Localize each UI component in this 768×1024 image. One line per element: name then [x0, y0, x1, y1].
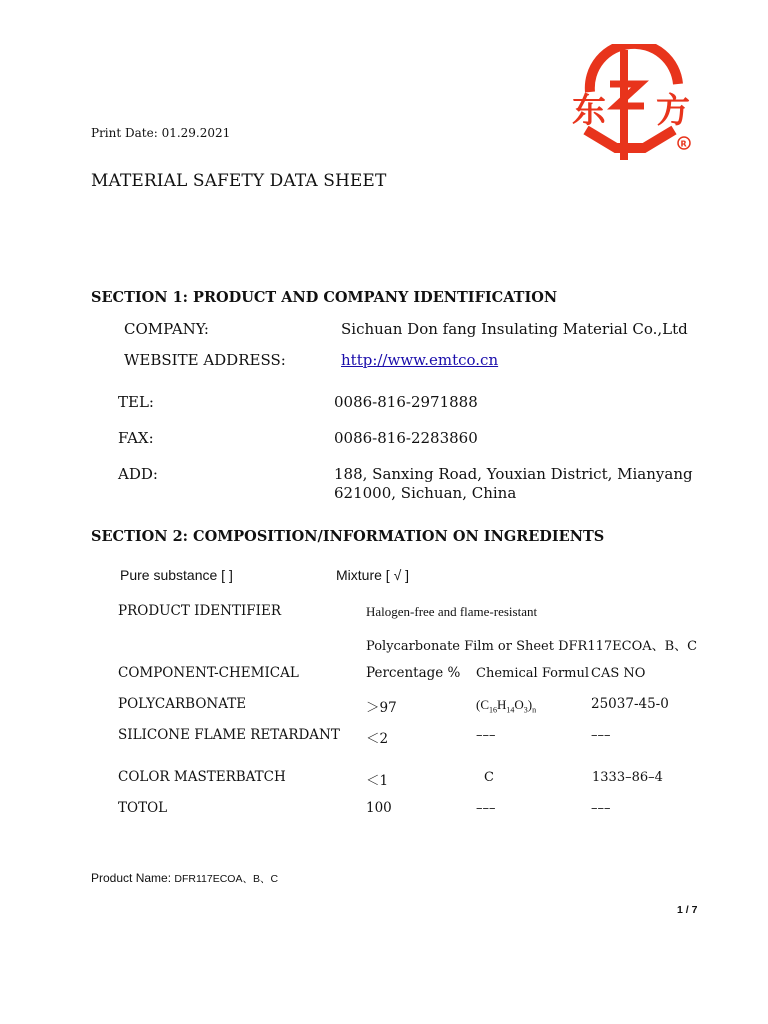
table-row-cas: ––– [591, 728, 611, 743]
company-label: COMPANY: [124, 320, 209, 338]
svg-text:方: 方 [656, 91, 690, 131]
table-row-cas: 25037-45-0 [591, 696, 669, 712]
table-row-formula: ––– [476, 801, 496, 816]
col-header-formula: Chemical Formul [476, 666, 590, 681]
product-identifier-line2: Polycarbonate Film or Sheet DFR117ECOA、B、C [366, 639, 698, 654]
product-name-label: Product Name: [91, 871, 172, 885]
table-row-cas: ––– [591, 801, 611, 816]
company-value: Sichuan Don fang Insulating Material Co.,Ltd [341, 320, 688, 338]
page-number: 1 / 7 [677, 904, 698, 916]
address-line2: 621000, Sichuan, China [334, 484, 517, 502]
product-identifier-line1: Halogen-free and flame-resistant [366, 604, 538, 619]
table-row-component: POLYCARBONATE [118, 696, 247, 712]
svg-text:R: R [680, 139, 687, 149]
table-row-formula: C [484, 770, 494, 785]
product-name-value: DFR117ECOA、B、C [174, 873, 279, 885]
address-label: ADD: [118, 465, 158, 483]
table-row-percentage: ＞97 [366, 700, 397, 716]
print-date: Print Date: 01.29.2021 [91, 126, 231, 140]
product-identifier-label: PRODUCT IDENTIFIER [118, 603, 282, 619]
table-row-component: TOTOL [118, 800, 168, 816]
website-label: WEBSITE ADDRESS: [124, 351, 286, 369]
table-row-formula: ––– [476, 728, 496, 743]
table-row-cas: 1333–86–4 [592, 770, 663, 785]
table-row-percentage: ＜2 [366, 731, 389, 747]
pure-substance-option: Pure substance [ ] [120, 567, 233, 583]
table-row-component: SILICONE FLAME RETARDANT [118, 727, 340, 743]
table-row-percentage: 100 [366, 800, 392, 816]
tel-label: TEL: [118, 393, 154, 411]
fax-value: 0086-816-2283860 [334, 429, 478, 447]
document-title: MATERIAL SAFETY DATA SHEET [91, 171, 387, 191]
product-name-footer [91, 871, 278, 886]
section1-heading: SECTION 1: PRODUCT AND COMPANY IDENTIFICATION [91, 289, 558, 306]
col-header-cas: CAS NO [591, 666, 646, 681]
address-line1: 188, Sanxing Road, Youxian District, Mianyang [334, 465, 693, 483]
col-header-percentage: Percentage % [366, 665, 461, 681]
fax-label: FAX: [118, 429, 154, 447]
table-row-formula: $(C_{16}H_{14}O_3)_n$ [476, 697, 537, 715]
website-link[interactable]: http://www.emtco.cn [341, 351, 499, 369]
col-header-component: COMPONENT-CHEMICAL [118, 665, 299, 681]
svg-text:东: 东 [572, 91, 606, 131]
tel-value: 0086-816-2971888 [334, 393, 478, 411]
table-row-percentage: ＜1 [366, 773, 389, 789]
company-logo-icon [560, 44, 700, 162]
mixture-option: Mixture [ √ ] [336, 567, 410, 583]
table-row-component: COLOR MASTERBATCH [118, 769, 286, 785]
company-logo [560, 44, 700, 162]
section2-heading: SECTION 2: COMPOSITION/INFORMATION ON INGREDIENTS [91, 528, 605, 545]
